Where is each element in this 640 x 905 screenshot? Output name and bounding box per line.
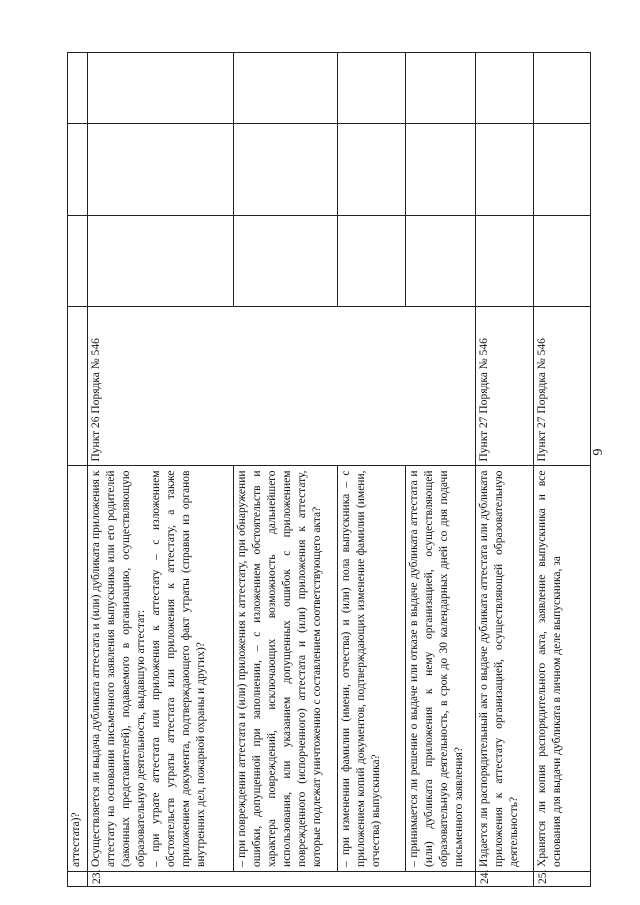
table-row <box>406 53 476 887</box>
answer-cell <box>534 215 591 306</box>
answer-cell <box>338 124 406 215</box>
rotated-table-wrapper <box>67 52 590 887</box>
table-row <box>234 53 338 887</box>
question-cell: Издается ли распорядительный акт о выдаче дубликата аттестата или дубликата приложения к аттестату организацией, осуществляющей образовательную деятельность? <box>476 466 534 871</box>
reference-cell: Пункт 27 Порядка № 546 <box>534 306 591 466</box>
answer-cell <box>476 53 534 124</box>
table-row <box>338 53 406 887</box>
answer-cell <box>234 53 338 124</box>
answer-cell <box>534 53 591 124</box>
answer-cell <box>534 124 591 215</box>
reference-cell: Пункт 26 Порядка № 546 <box>88 306 476 466</box>
question-cell: Хранятся ли копия распорядительного акта, заявление выпускника и все основания для выдачи дубликата в личном деле выпускника, за <box>534 466 591 871</box>
question-cell <box>88 466 234 871</box>
page-number: 6 <box>589 448 604 456</box>
question-cell: – принимается ли решение о выдаче или отказе в выдаче дубликата аттестата и (или) дубликата приложения к нему организацией, осуществляющей образовательную деятельность, в срок до 30 календарных дней со дня подачи письменного заявления? <box>406 466 476 871</box>
answer-cell <box>68 53 88 124</box>
checklist-table <box>67 52 591 887</box>
answer-cell <box>88 124 234 215</box>
table-row <box>534 53 591 887</box>
reference-cell: Пункт 27 Порядка № 546 <box>476 306 534 466</box>
answer-cell <box>88 215 234 306</box>
answer-cell <box>88 53 234 124</box>
answer-cell <box>338 53 406 124</box>
answer-cell <box>338 215 406 306</box>
question-cell: аттестата)? <box>68 466 88 871</box>
row-number: 25. <box>534 871 591 886</box>
answer-cell <box>234 124 338 215</box>
row-number: 24. <box>476 871 534 886</box>
table-row <box>476 53 534 887</box>
question-subitem: – при утрате аттестата или приложения к аттестату – с изложением обстоятельств утраты аттестата или приложения к аттестату, а также приложением документа, подтверждающего факт утраты (справки из органов внутренних дел, пожарной охраны и других)? <box>149 470 207 867</box>
question-cell: – при повреждении аттестата и (или) приложения к аттестату, при обнаружении ошибки, допущенной при заполнении, – с изложением обстоятельств и характера повреждений, исключающих возможность дальнейшего использования, или указанием допущенных ошибок с приложением поврежденного (испорченного) аттестата и (или) приложения к аттестату, которые подлежат уничтожению с составлением соответствующего акта? <box>234 466 338 871</box>
answer-cell <box>406 215 476 306</box>
row-number <box>68 871 88 886</box>
question-text: Осуществляется ли выдача дубликата аттестата и (или) дубликата приложения к аттестату на основании письменного заявления выпускника или его родителей (законных представителей), подаваемого в организацию, осуществляющую образовательную деятельность, выдавшую аттестат: <box>90 470 147 867</box>
answer-cell <box>406 124 476 215</box>
answer-cell <box>476 215 534 306</box>
table-row <box>88 53 234 887</box>
table-row <box>68 53 88 887</box>
answer-cell <box>68 124 88 215</box>
answer-cell <box>406 53 476 124</box>
answer-cell <box>476 124 534 215</box>
answer-cell <box>68 215 88 306</box>
answer-cell <box>234 215 338 306</box>
reference-cell <box>68 306 88 466</box>
question-cell: – при изменении фамилии (имени, отчества) и (или) пола выпускника – с приложением копий документов, подтверждающих изменение фамилии (имени, отчества) выпускника? <box>338 466 406 871</box>
row-number: 23. <box>88 871 476 886</box>
